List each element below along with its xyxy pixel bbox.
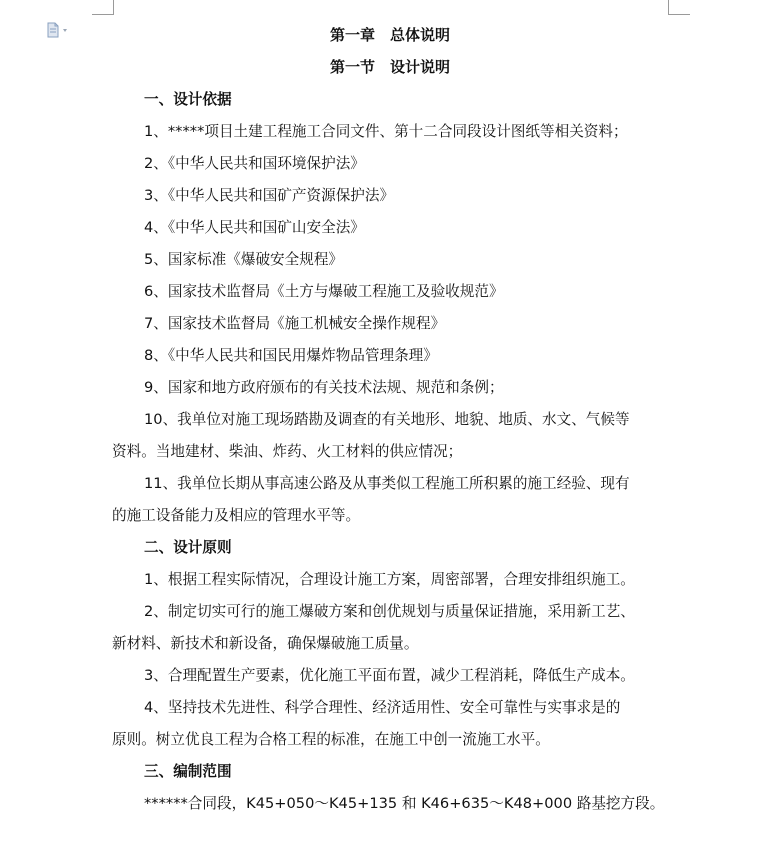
paragraph-line: 10、我单位对施工现场踏勘及调查的有关地形、地貌、地质、水文、气候等	[144, 411, 630, 428]
paragraph-line: 11、我单位长期从事高速公路及从事类似工程施工所积累的施工经验、现有	[144, 475, 630, 492]
section-heading: 一、设计依据	[144, 91, 232, 108]
crop-mark-top-left	[113, 0, 114, 14]
paragraph-line: 4、《中华人民共和国矿山安全法》	[144, 219, 365, 236]
paragraph-continuation: 资料。当地建材、柴油、炸药、火工材料的供应情况；	[112, 443, 463, 460]
paragraph-line: 9、国家和地方政府颁布的有关技术法规、规范和条例；	[144, 379, 504, 396]
crop-mark-top-left	[92, 14, 114, 15]
paragraph-line: 7、国家技术监督局《施工机械安全操作规程》	[144, 315, 446, 332]
section-heading: 二、设计原则	[144, 539, 232, 556]
paragraph-continuation: 新材料、新技术和新设备，确保爆破施工质量。	[112, 635, 419, 652]
crop-mark-top-right	[668, 0, 669, 14]
crop-mark-top-right	[668, 14, 690, 15]
paragraph-line: 1、*****项目土建工程施工合同文件、第十二合同段设计图纸等相关资料；	[144, 123, 628, 140]
paragraph-line: 5、国家标准《爆破安全规程》	[144, 251, 344, 268]
paragraph-continuation: 原则。树立优良工程为合格工程的标准，在施工中创一流施工水平。	[112, 731, 550, 748]
paragraph-line: 6、国家技术监督局《土方与爆破工程施工及验收规范》	[144, 283, 504, 300]
paragraph-continuation: 的施工设备能力及相应的管理水平等。	[112, 507, 361, 524]
paragraph-line: 8、《中华人民共和国民用爆炸物品管理条理》	[144, 347, 438, 364]
paragraph-line: 4、坚持技术先进性、科学合理性、经济适用性、安全可靠性与实事求是的	[144, 699, 621, 716]
paragraph-line: 3、《中华人民共和国矿产资源保护法》	[144, 187, 395, 204]
chapter-title: 第一章 总体说明	[329, 26, 450, 44]
section-title: 第一节 设计说明	[329, 58, 450, 76]
paragraph-line: 2、制定切实可行的施工爆破方案和创优规划与质量保证措施，采用新工艺、	[144, 603, 635, 620]
section-heading: 三、编制范围	[144, 763, 232, 780]
paragraph-line: 3、合理配置生产要素，优化施工平面布置，减少工程消耗，降低生产成本。	[144, 667, 635, 684]
paragraph-line: 1、根据工程实际情况，合理设计施工方案，周密部署，合理安排组织施工。	[144, 571, 635, 588]
paragraph-line: 2、《中华人民共和国环境保护法》	[144, 155, 365, 172]
paragraph-line: ******合同段，K45+050～K45+135 和 K46+635～K48+000 路基挖方段。	[144, 795, 665, 812]
